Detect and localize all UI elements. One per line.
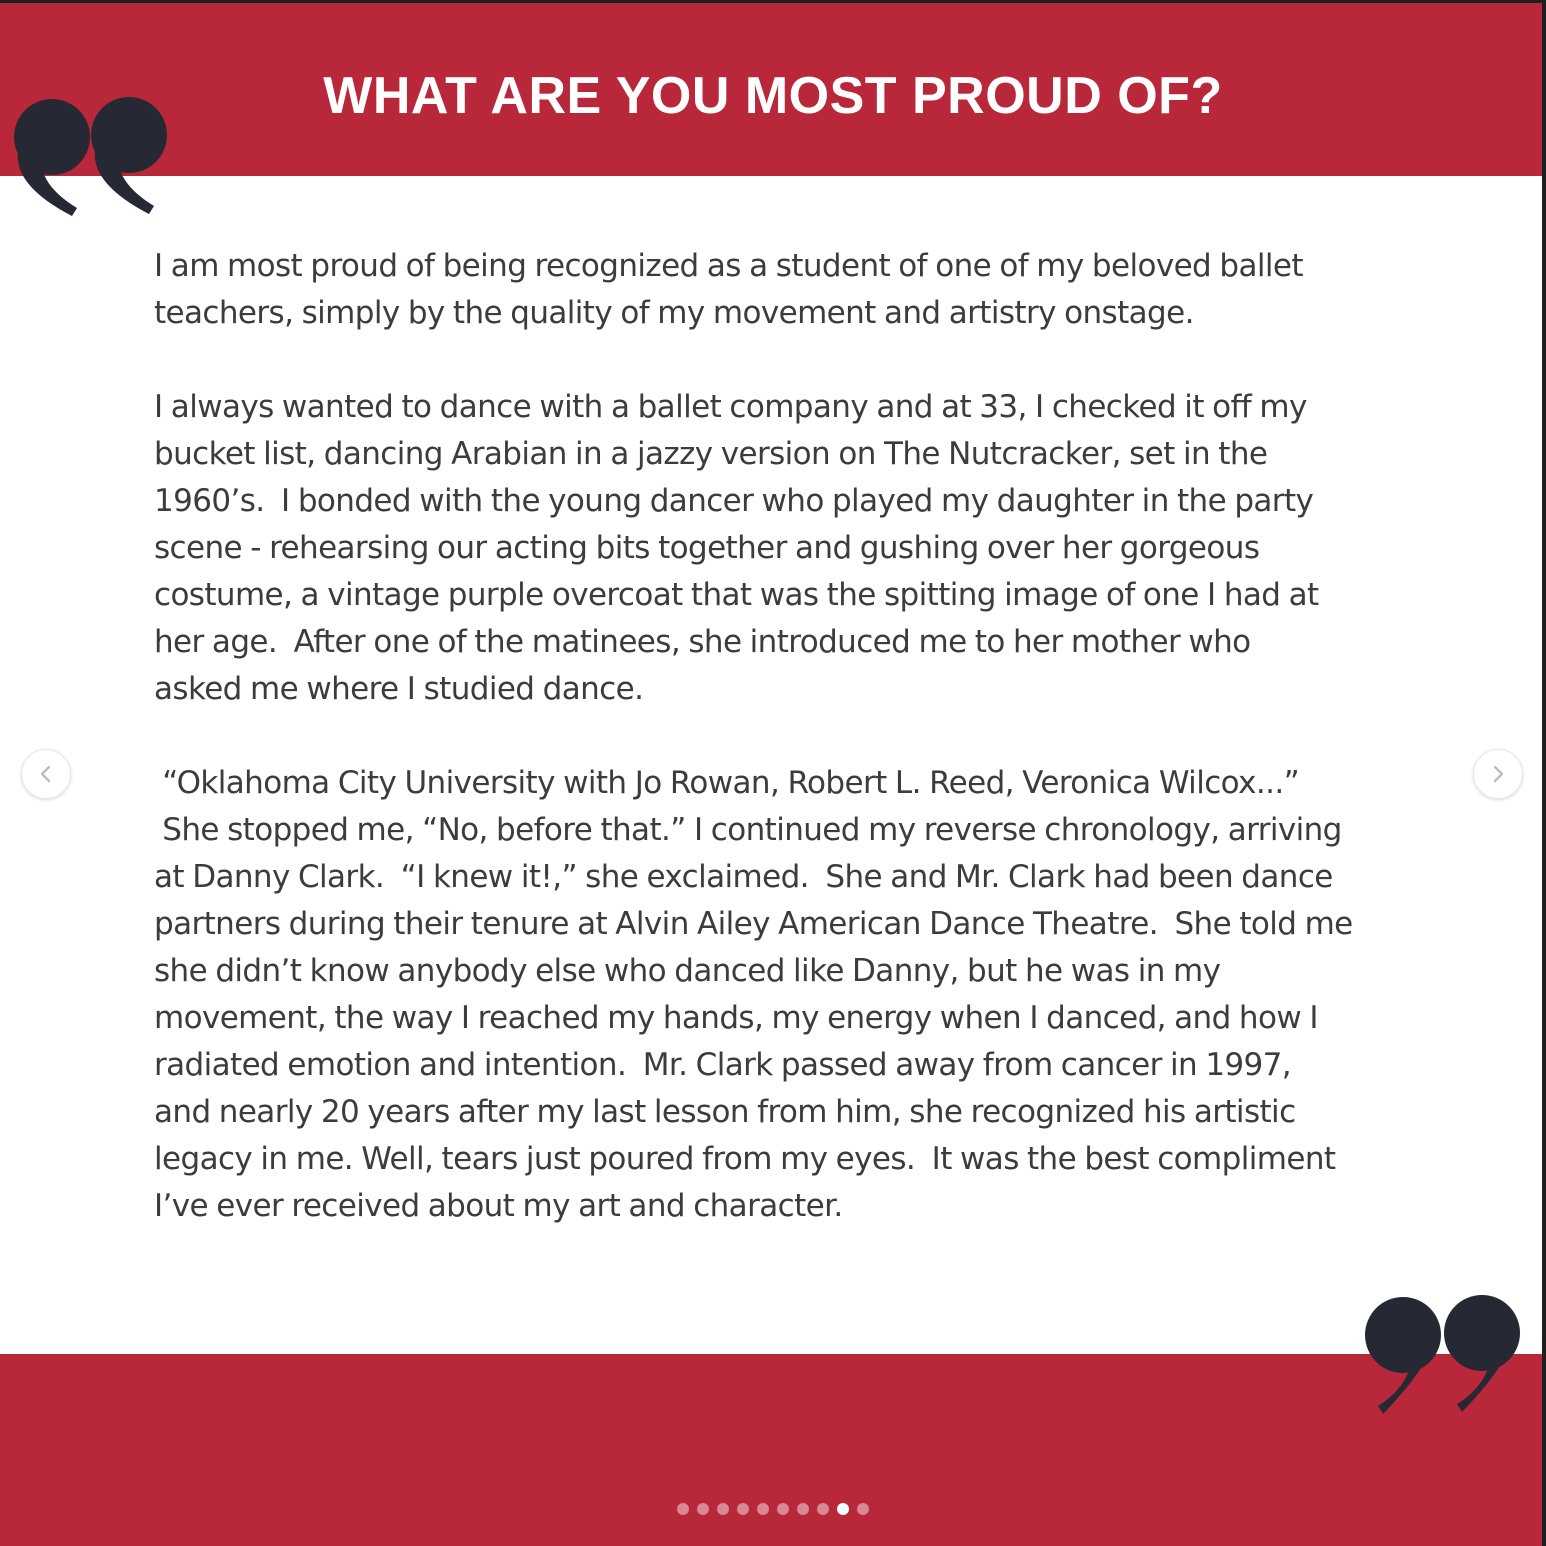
quote-line: She stopped me, “No, before that.” I continued my reverse chronology, arriving [154, 812, 1342, 848]
quote-line: I always wanted to dance with a ballet company and at 33, I checked it off my [154, 389, 1307, 425]
pagination-dot[interactable] [797, 1503, 809, 1515]
quote-line: her age. After one of the matinees, she introduced me to her mother who [154, 624, 1251, 660]
quote-line: scene - rehearsing our acting bits together and gushing over her gorgeous [154, 530, 1260, 566]
previous-slide-button[interactable] [21, 749, 71, 799]
quote-line: legacy in me. Well, tears just poured from my eyes. It was the best compliment [154, 1141, 1336, 1177]
pagination-dot-active[interactable] [837, 1503, 849, 1515]
footer-band [0, 1354, 1546, 1546]
quote-line: and nearly 20 years after my last lesson from him, she recognized his artistic [154, 1094, 1296, 1130]
quote-line: she didn’t know anybody else who danced like Danny, but he was in my [154, 953, 1221, 989]
quote-line: “Oklahoma City University with Jo Rowan, Robert L. Reed, Veronica Wilcox...” [154, 765, 1300, 801]
quote-line: movement, the way I reached my hands, my energy when I danced, and how I [154, 1000, 1318, 1036]
quote-paragraph [154, 760, 1404, 1230]
pagination-dot[interactable] [817, 1503, 829, 1515]
chevron-left-icon [36, 764, 56, 784]
quote-line: I’ve ever received about my art and character. [154, 1188, 843, 1224]
quote-line: teachers, simply by the quality of my movement and artistry onstage. [154, 295, 1194, 331]
chevron-right-icon [1488, 764, 1508, 784]
quote-line: radiated emotion and intention. Mr. Clark passed away from cancer in 1997, [154, 1047, 1292, 1083]
pagination-dot[interactable] [677, 1503, 689, 1515]
next-slide-button[interactable] [1473, 749, 1523, 799]
quote-line: at Danny Clark. “I knew it!,” she exclaimed. She and Mr. Clark had been dance [154, 859, 1333, 895]
open-quote-icon [4, 90, 174, 220]
right-border [1542, 0, 1546, 1546]
quote-line: 1960’s. I bonded with the young dancer who played my daughter in the party [154, 483, 1314, 519]
close-quote-icon [1358, 1290, 1528, 1420]
quote-line: asked me where I studied dance. [154, 671, 644, 707]
quote-body [154, 243, 1404, 1230]
quote-line: costume, a vintage purple overcoat that was the spitting image of one I had at [154, 577, 1319, 613]
pagination-dot[interactable] [697, 1503, 709, 1515]
quote-line: I am most proud of being recognized as a student of one of my beloved ballet [154, 248, 1303, 284]
quote-paragraph [154, 243, 1404, 337]
pagination-dot[interactable] [717, 1503, 729, 1515]
slide-title: WHAT ARE YOU MOST PROUD OF? [323, 67, 1223, 125]
pagination-dot[interactable] [737, 1503, 749, 1515]
carousel-pagination [0, 1503, 1546, 1515]
pagination-dot[interactable] [777, 1503, 789, 1515]
quote-paragraph [154, 384, 1404, 713]
quote-line: partners during their tenure at Alvin Ailey American Dance Theatre. She told me [154, 906, 1353, 942]
pagination-dot[interactable] [757, 1503, 769, 1515]
quote-line: bucket list, dancing Arabian in a jazzy version on The Nutcracker, set in the [154, 436, 1268, 472]
pagination-dot[interactable] [857, 1503, 869, 1515]
